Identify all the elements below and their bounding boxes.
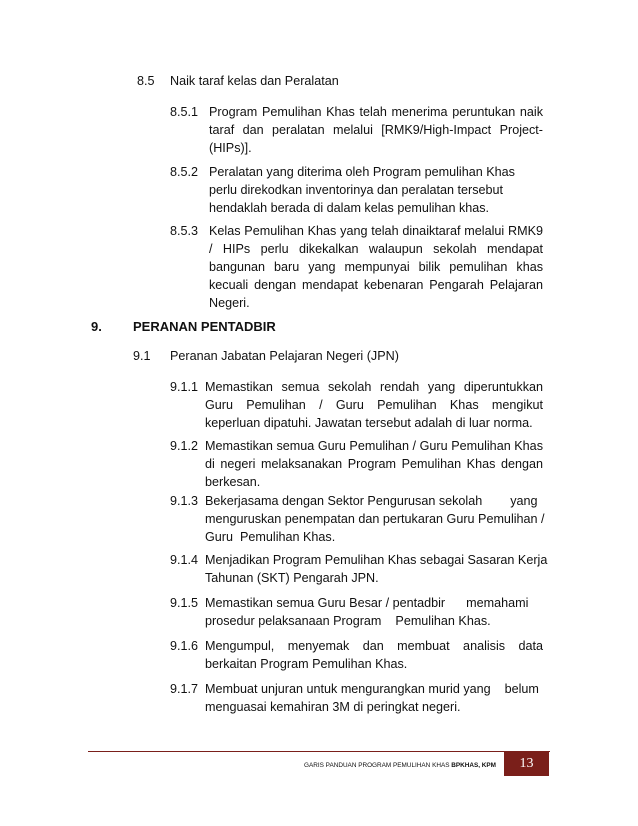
footer-title: GARIS PANDUAN PROGRAM PEMULIHAN KHAS: [304, 762, 452, 769]
heading-number: 9.: [91, 319, 102, 334]
footer-org: BPKHAS, KPM: [451, 762, 496, 769]
item-text: Memastikan semua Guru Pemulihan / Guru Pemulihan Khas di negeri melaksanakan Program Pemulihan Khas dengan berkesan.: [205, 439, 543, 489]
item-number: 9.1.1: [170, 380, 199, 394]
item-text: Bekerjasama dengan Sektor Pengurusan sekolah yang menguruskan penempatan dan pertukaran Guru Pemulihan / Guru Pemulihan Khas.: [205, 494, 549, 544]
item-number: 8.5.2: [170, 165, 199, 179]
section-number: 9.1: [133, 349, 151, 363]
footer-caption: [300, 761, 496, 771]
item-number: 9.1.2: [170, 439, 199, 453]
item-number: 9.1.5: [170, 596, 199, 610]
item-text: Memastikan semua Guru Besar / pentadbir memahami prosedur pelaksanaan Program Pemulihan Khas.: [205, 596, 532, 628]
item-number: 8.5.1: [170, 105, 199, 119]
heading-title: PERANAN PENTADBIR: [133, 319, 276, 334]
page-number: 13: [504, 751, 549, 776]
item-number: 8.5.3: [170, 224, 199, 238]
section-title: Peranan Jabatan Pelajaran Negeri (JPN): [170, 349, 399, 363]
item-number: 9.1.6: [170, 639, 199, 653]
section-title: Naik taraf kelas dan Peralatan: [170, 74, 339, 88]
item-text: Peralatan yang diterima oleh Program pemulihan Khas perlu direkodkan inventorinya dan peralatan tersebut hendaklah berada di dalam kelas pemulihan khas.: [209, 165, 515, 215]
item-text: Membuat unjuran untuk mengurangkan murid yang belum menguasai kemahiran 3M di peringkat negeri.: [205, 682, 543, 714]
footer-divider: [88, 751, 550, 752]
item-number: 9.1.3: [170, 494, 199, 508]
item-number: 9.1.4: [170, 553, 199, 567]
item-text: Mengumpul, menyemak dan membuat analisis data berkaitan Program Pemulihan Khas.: [205, 639, 543, 671]
item-text: Menjadikan Program Pemulihan Khas sebagai Sasaran Kerja Tahunan (SKT) Pengarah JPN.: [205, 553, 548, 585]
item-text: Kelas Pemulihan Khas yang telah dinaiktaraf melalui RMK9 / HIPs perlu dikekalkan walaupun sekolah mendapat bangunan baru yang mempunyai bilik pemulihan khas kecuali dengan mendapat kebenaran Pengarah Pelajaran Negeri.: [209, 224, 543, 310]
item-number: 9.1.7: [170, 682, 199, 696]
section-number: 8.5: [137, 74, 155, 88]
item-text: Memastikan semua sekolah rendah yang diperuntukkan Guru Pemulihan / Guru Pemulihan Khas mengikut keperluan dipatuhi. Jawatan tersebut adalah di luar norma.: [205, 380, 543, 430]
item-text: Program Pemulihan Khas telah menerima peruntukan naik taraf dan peralatan melalui [RMK9/High-Impact Project-(HIPs)].: [209, 105, 543, 155]
